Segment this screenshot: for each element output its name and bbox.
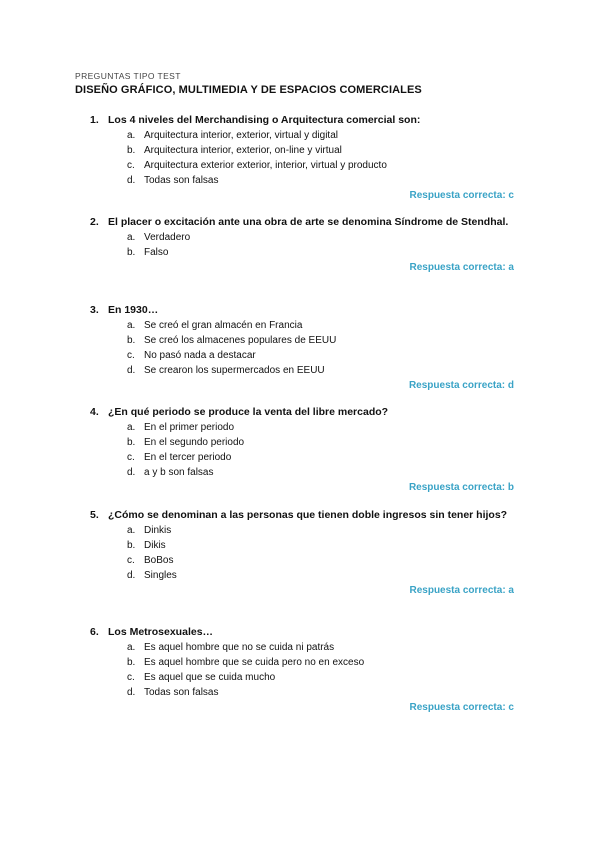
question-label: Los 4 niveles del Merchandising o Arquitectura comercial son: [108, 114, 421, 126]
question-number: 3. [90, 304, 99, 316]
option-list [90, 230, 530, 260]
question-text [90, 625, 530, 640]
option-text: Se creó el gran almacén en Francia [144, 320, 303, 331]
option-letter: d. [127, 175, 136, 186]
option-text: Dinkis [144, 525, 172, 536]
option-text: Se creó los almacenes populares de EEUU [144, 335, 337, 346]
option-letter: b. [127, 540, 136, 551]
option-c [90, 553, 530, 568]
question-number: 6. [90, 626, 99, 638]
question-label: En 1930… [108, 304, 159, 316]
option-d [90, 568, 530, 583]
option-letter: c. [127, 160, 135, 171]
option-d [90, 685, 530, 700]
question-text [90, 215, 530, 230]
option-b [90, 655, 530, 670]
option-text: a y b son falsas [144, 467, 214, 478]
option-list [90, 523, 530, 583]
option-letter: c. [127, 672, 135, 683]
option-b [90, 245, 530, 260]
option-letter: a. [127, 422, 136, 433]
question-text [90, 113, 530, 128]
option-letter: d. [127, 467, 136, 478]
question-label: ¿En qué periodo se produce la venta del libre mercado? [108, 406, 389, 418]
option-text: Es aquel que se cuida mucho [144, 672, 276, 683]
option-b [90, 333, 530, 348]
correct-answer: Respuesta correcta: a [409, 262, 514, 273]
option-c [90, 348, 530, 363]
question-text [90, 508, 530, 523]
option-letter: b. [127, 437, 136, 448]
question-3 [90, 303, 530, 393]
option-a [90, 420, 530, 435]
question-number: 1. [90, 114, 99, 126]
option-text: Dikis [144, 540, 166, 551]
option-b [90, 435, 530, 450]
question-text [90, 303, 530, 318]
correct-answer: Respuesta correcta: b [408, 482, 514, 493]
correct-answer: Respuesta correcta: a [409, 585, 514, 596]
option-text: Todas son falsas [144, 687, 219, 698]
option-c [90, 450, 530, 465]
question-label: El placer o excitación ante una obra de arte se denomina Síndrome de Stendhal. [108, 216, 509, 228]
question-number: 5. [90, 509, 99, 521]
option-d [90, 465, 530, 480]
option-letter: b. [127, 145, 136, 156]
option-b [90, 538, 530, 553]
option-letter: b. [127, 657, 136, 668]
option-text: BoBos [144, 555, 174, 566]
pre-title: PREGUNTAS TIPO TEST [75, 71, 181, 81]
correct-answer: Respuesta correcta: c [409, 702, 514, 713]
option-text: Todas son falsas [144, 175, 219, 186]
option-letter: d. [127, 570, 136, 581]
option-b [90, 143, 530, 158]
question-number: 2. [90, 216, 99, 228]
option-d [90, 173, 530, 188]
option-letter: a. [127, 642, 136, 653]
option-list [90, 128, 530, 188]
option-text: Es aquel hombre que se cuida pero no en exceso [144, 657, 365, 668]
option-text: Se crearon los supermercados en EEUU [144, 365, 325, 376]
option-text: Falso [144, 247, 169, 258]
option-text: En el primer periodo [144, 422, 235, 433]
option-letter: a. [127, 320, 136, 331]
question-6 [90, 625, 530, 715]
option-a [90, 318, 530, 333]
question-5 [90, 508, 530, 598]
option-a [90, 640, 530, 655]
question-label: ¿Cómo se denominan a las personas que tienen doble ingresos sin tener hijos? [108, 509, 508, 521]
option-letter: b. [127, 247, 136, 258]
option-text: Arquitectura interior, exterior, virtual y digital [144, 130, 338, 141]
option-a [90, 230, 530, 245]
question-label: Los Metrosexuales… [108, 626, 214, 638]
option-text: En el tercer periodo [144, 452, 232, 463]
option-list [90, 640, 530, 700]
option-c [90, 158, 530, 173]
correct-answer: Respuesta correcta: c [409, 190, 514, 201]
option-a [90, 523, 530, 538]
option-letter: b. [127, 335, 136, 346]
option-list [90, 318, 530, 378]
option-letter: c. [127, 452, 135, 463]
correct-answer: Respuesta correcta: d [408, 380, 514, 391]
option-text: No pasó nada a destacar [144, 350, 256, 361]
question-1 [90, 113, 530, 203]
option-text: En el segundo periodo [144, 437, 245, 448]
option-text: Arquitectura interior, exterior, on-line y virtual [144, 145, 342, 156]
option-d [90, 363, 530, 378]
option-letter: a. [127, 232, 136, 243]
option-letter: a. [127, 130, 136, 141]
question-2 [90, 215, 530, 275]
option-text: Singles [144, 570, 177, 581]
page-title: DISEÑO GRÁFICO, MULTIMEDIA Y DE ESPACIOS COMERCIALES [75, 84, 422, 96]
option-text: Es aquel hombre que no se cuida ni patrás [144, 642, 335, 653]
option-letter: c. [127, 555, 135, 566]
option-a [90, 128, 530, 143]
option-letter: d. [127, 687, 136, 698]
option-c [90, 670, 530, 685]
option-letter: d. [127, 365, 136, 376]
option-text: Verdadero [144, 232, 191, 243]
question-4 [90, 405, 530, 495]
option-letter: a. [127, 525, 136, 536]
option-text: Arquitectura exterior exterior, interior, virtual y producto [144, 160, 387, 171]
question-text [90, 405, 530, 420]
question-number: 4. [90, 406, 99, 418]
option-letter: c. [127, 350, 135, 361]
option-list [90, 420, 530, 480]
